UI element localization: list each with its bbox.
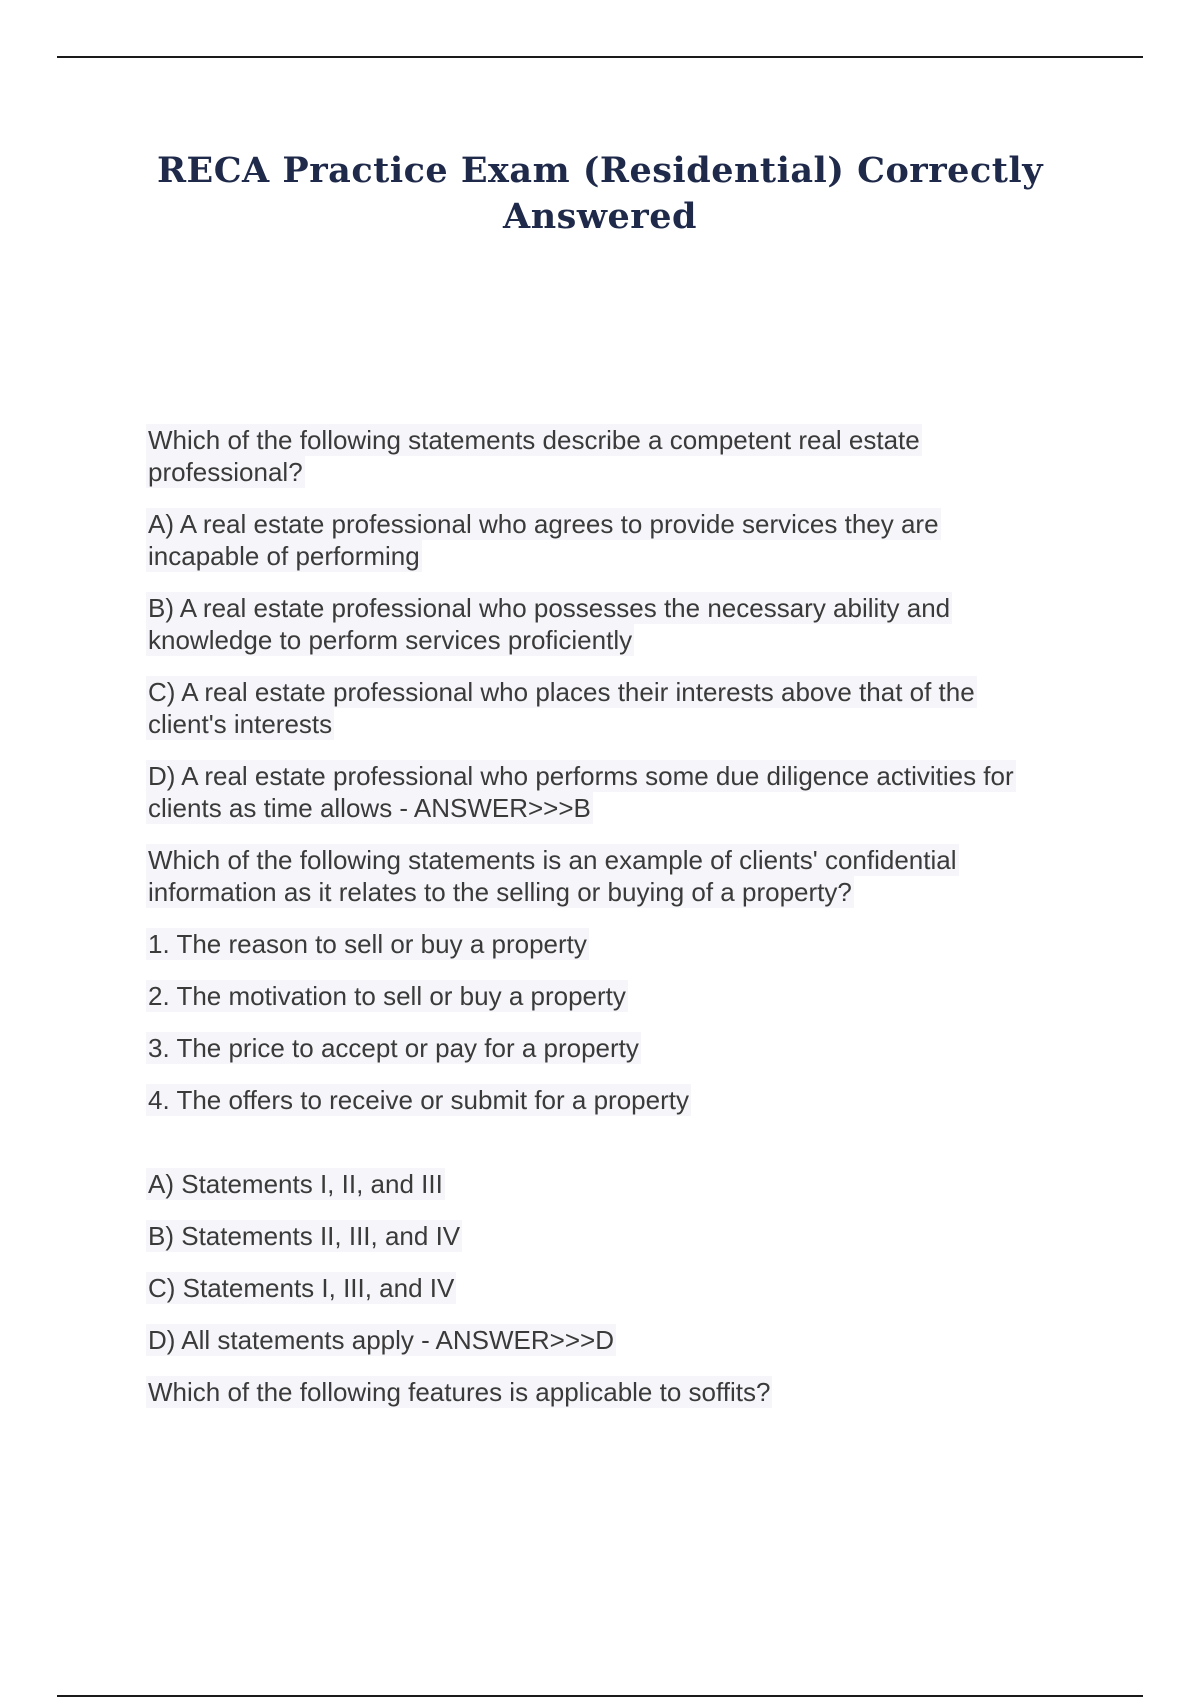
question-2-statement-3: 3. The price to accept or pay for a property: [148, 1033, 639, 1063]
question-1-option-c: C) A real estate professional who places their interests above that of the client's interests: [148, 677, 975, 739]
question-2-option-a: A) Statements I, II, and III: [148, 1169, 443, 1199]
question-3-prompt: Which of the following features is applicable to soffits?: [148, 1377, 771, 1407]
bottom-rule: [57, 1695, 1143, 1697]
question-2-option-d: D) All statements apply - ANSWER>>>D: [148, 1325, 615, 1355]
question-1-option-a: A) A real estate professional who agrees to provide services they are incapable of performing: [148, 509, 939, 571]
document-body: [146, 424, 1106, 1408]
title-line-2: Answered: [503, 196, 697, 237]
question-2-prompt: Which of the following statements is an example of clients' confidential information as it relates to the selling or buying of a property?: [148, 845, 957, 907]
question-1-option-d: D) A real estate professional who performs some due diligence activities for clients as time allows - ANSWER>>>B: [148, 761, 1014, 823]
title-line-1: RECA Practice Exam (Residential) Correctly: [156, 150, 1044, 191]
question-2-option-c: C) Statements I, III, and IV: [148, 1273, 455, 1303]
question-1-option-b: B) A real estate professional who possesses the necessary ability and knowledge to perform services proficiently: [148, 593, 951, 655]
question-1-prompt: Which of the following statements describe a competent real estate professional?: [148, 425, 920, 487]
document-title: [100, 148, 1100, 240]
question-2-statement-1: 1. The reason to sell or buy a property: [148, 929, 587, 959]
top-rule: [57, 56, 1143, 58]
question-2-statement-2: 2. The motivation to sell or buy a property: [148, 981, 626, 1011]
question-2-statement-4: 4. The offers to receive or submit for a property: [148, 1085, 689, 1115]
question-2-option-b: B) Statements II, III, and IV: [148, 1221, 461, 1251]
